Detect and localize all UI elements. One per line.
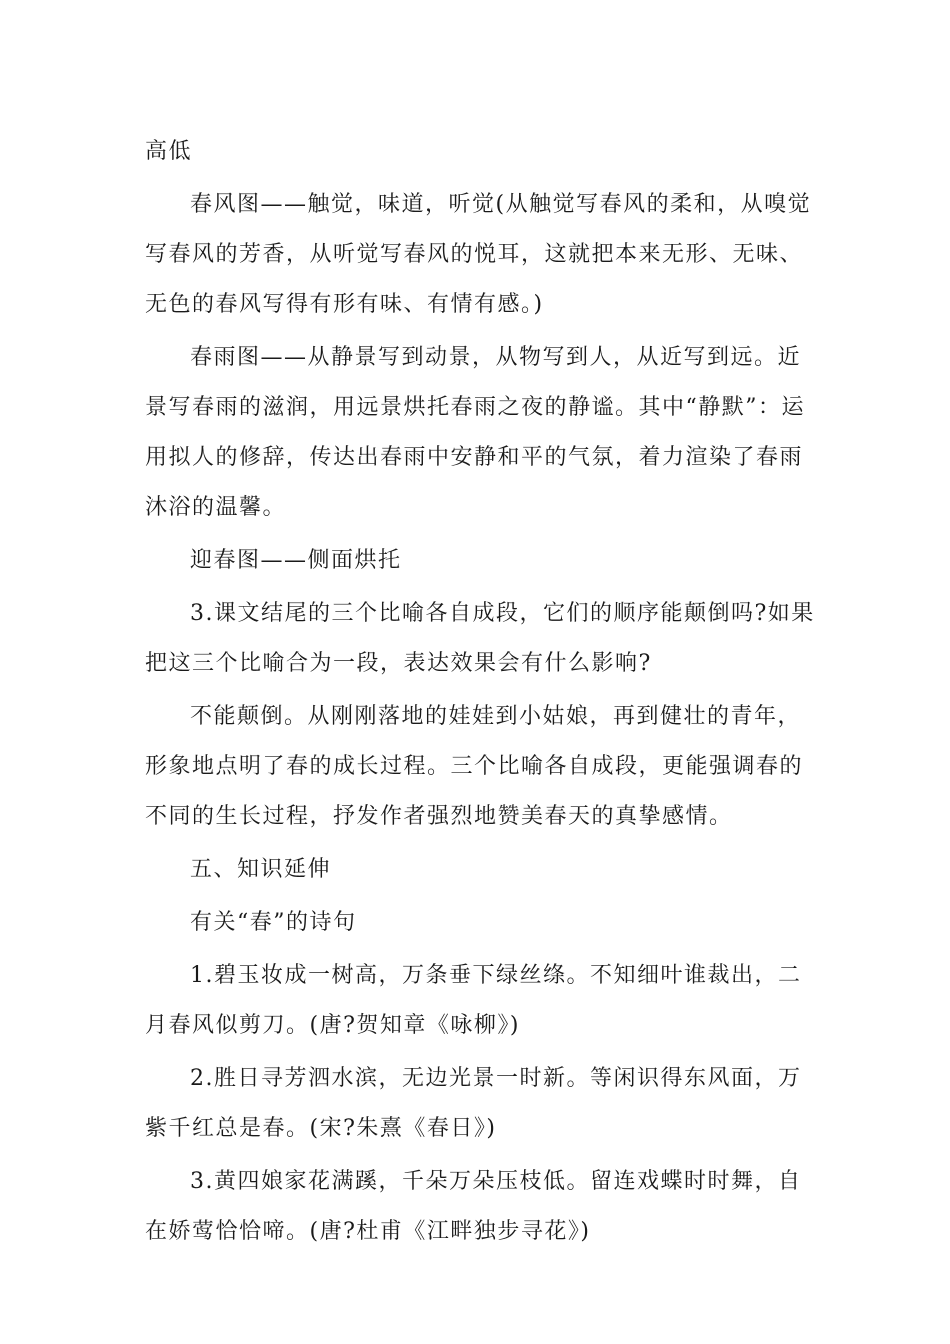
- paragraph-answer-3: 不能颠倒。从刚刚落地的娃娃到小姑娘，再到健壮的青年，形象地点明了春的成长过程。三个比喻各自成段，更能强调春的不同的生长过程，抒发作者强烈地赞美春天的真挚感情。: [145, 704, 804, 829]
- paragraph-chunyu-tu: 春雨图——从静景写到动景，从物写到人，从近写到远。近景写春雨的滋润，用远景烘托春雨之夜的静谧。其中“静默”：运用拟人的修辞，传达出春雨中安静和平的气氛，着力渲染了春雨沐浴的温馨。: [145, 345, 805, 520]
- paragraph-chunfeng-tu: 春风图——触觉，味道，听觉(从触觉写春风的柔和，从嗅觉写春风的芳香，从听觉写春风的悦耳，这就把本来无形、无味、无色的春风写得有形有味、有情有感。): [145, 192, 812, 317]
- poem-item-1: 1.碧玉妆成一树高，万条垂下绿丝绦。不知细叶谁裁出，二月春风似剪刀。(唐?贺知章《咏柳》): [145, 963, 802, 1038]
- poem-item-2: 2.胜日寻芳泗水滨，无边光景一时新。等闲识得东风面，万紫千红总是春。(宋?朱熹《春日》): [145, 1066, 802, 1141]
- paragraph-question-3: 3.课文结尾的三个比喻各自成段，它们的顺序能颠倒吗?如果把这三个比喻合为一段，表达效果会有什么影响?: [145, 601, 815, 676]
- paragraph-gaodi: 高低: [145, 139, 193, 164]
- paragraph-yingchun-tu: 迎春图——侧面烘托: [190, 548, 402, 573]
- document-body: [145, 127, 815, 1257]
- section-heading-knowledge-extension: 五、知识延伸: [190, 857, 332, 882]
- poem-item-3: 3.黄四娘家花满蹊，千朵万朵压枝低。留连戏蝶时时舞，自在娇莺恰恰啼。(唐?杜甫《江畔独步寻花》): [145, 1169, 802, 1244]
- subheading-spring-poems: 有关“春”的诗句: [190, 910, 357, 935]
